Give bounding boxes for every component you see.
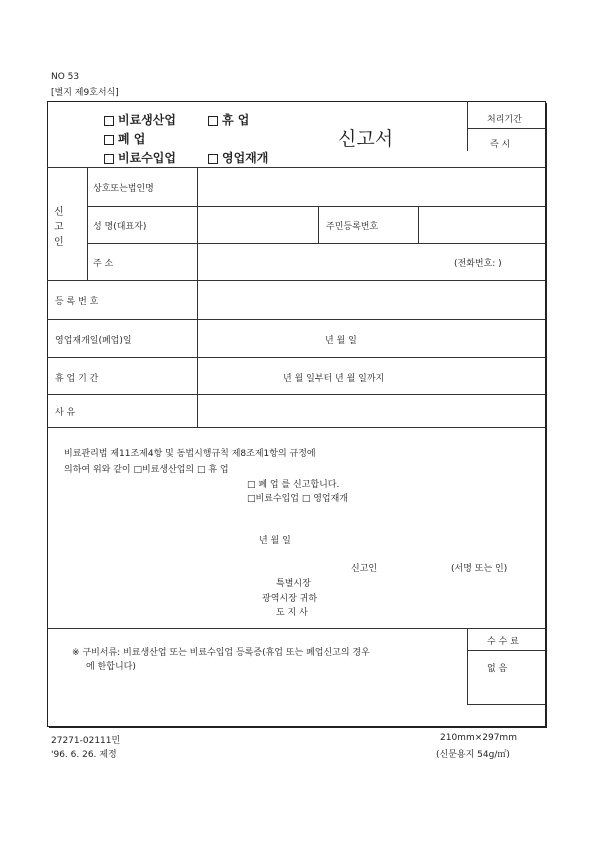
- reporter-label: 신고인: [351, 564, 378, 574]
- resident-number-label: 주민등록번호: [326, 222, 379, 232]
- phone-number-label: (전화번호: ): [454, 259, 502, 269]
- required-documents-continued: 에 한합니다): [86, 662, 136, 672]
- option-fertilizer-production: 비료생산업: [104, 111, 176, 128]
- checkbox[interactable]: [208, 154, 218, 164]
- processing-period-value: 즉 시: [490, 140, 511, 150]
- checkbox[interactable]: [104, 154, 114, 164]
- representative-name-label: 성 명(대표자): [93, 222, 147, 232]
- recipient-line-2: 광역시장 귀하: [262, 594, 318, 604]
- form-shadow-right: [545, 103, 547, 728]
- form-shadow-bottom: [49, 726, 547, 728]
- company-name-label: 상호또는법인명: [93, 184, 154, 194]
- resume-date-value: 년 월 일: [325, 336, 357, 346]
- form-title: 신고서: [338, 128, 394, 150]
- paper-size: 210mm×297mm: [440, 733, 517, 743]
- resume-date-label: 영업재개일(폐업)일: [55, 336, 132, 346]
- enactment-date: '96. 6. 26. 제정: [51, 750, 117, 760]
- form-reference: [별지 제9호서식]: [51, 88, 119, 98]
- statement-line-1: 비료관리법 제11조제4항 및 동법시행규칙 제8조제1항의 규정에: [64, 449, 316, 459]
- registration-number-label: 등 록 번 호: [55, 297, 99, 307]
- option-resume-business: 영업재개: [208, 149, 268, 166]
- recipient-line-1: 특별시장: [276, 579, 311, 589]
- required-documents: ※ 구비서류: 비료생산업 또는 비료수입업 등록증(휴업 또는 폐업신고의 경우: [72, 648, 370, 658]
- option-suspension: 휴 업: [208, 111, 249, 128]
- fee-value: 없 음: [487, 664, 508, 674]
- form-code: 27271-02111민: [51, 736, 121, 746]
- address-label: 주 소: [93, 259, 114, 269]
- closure-period-value: 년 월 일부터 년 월 일까지: [283, 374, 385, 384]
- signature-label: (서명 또는 인): [451, 564, 508, 574]
- option-closure: 폐 업: [104, 130, 145, 147]
- reporter-group-label: 신 고 인: [54, 207, 64, 248]
- checkbox[interactable]: [208, 116, 218, 126]
- fee-label: 수 수 료: [487, 637, 519, 647]
- recipient-line-3: 도 지 사: [276, 608, 308, 618]
- closure-period-label: 휴 업 기 간: [55, 374, 99, 384]
- statement-date: 년 월 일: [259, 536, 291, 546]
- reason-label: 사 유: [55, 408, 76, 418]
- statement-line-4: □비료수입업 □ 영업재개: [247, 494, 348, 504]
- form-number: NO 53: [51, 72, 80, 82]
- statement-line-3: □ 폐 업 를 신고합니다.: [247, 480, 340, 490]
- paper-type: (신문용지 54g/㎡): [436, 750, 510, 760]
- statement-line-2: 의하여 위와 같이 □비료생산업의 □ 휴 업: [64, 465, 229, 475]
- processing-period-label: 처리기간: [487, 115, 522, 125]
- option-fertilizer-import: 비료수입업: [104, 149, 176, 166]
- checkbox[interactable]: [104, 116, 114, 126]
- checkbox[interactable]: [104, 135, 114, 145]
- report-form: [47, 101, 546, 727]
